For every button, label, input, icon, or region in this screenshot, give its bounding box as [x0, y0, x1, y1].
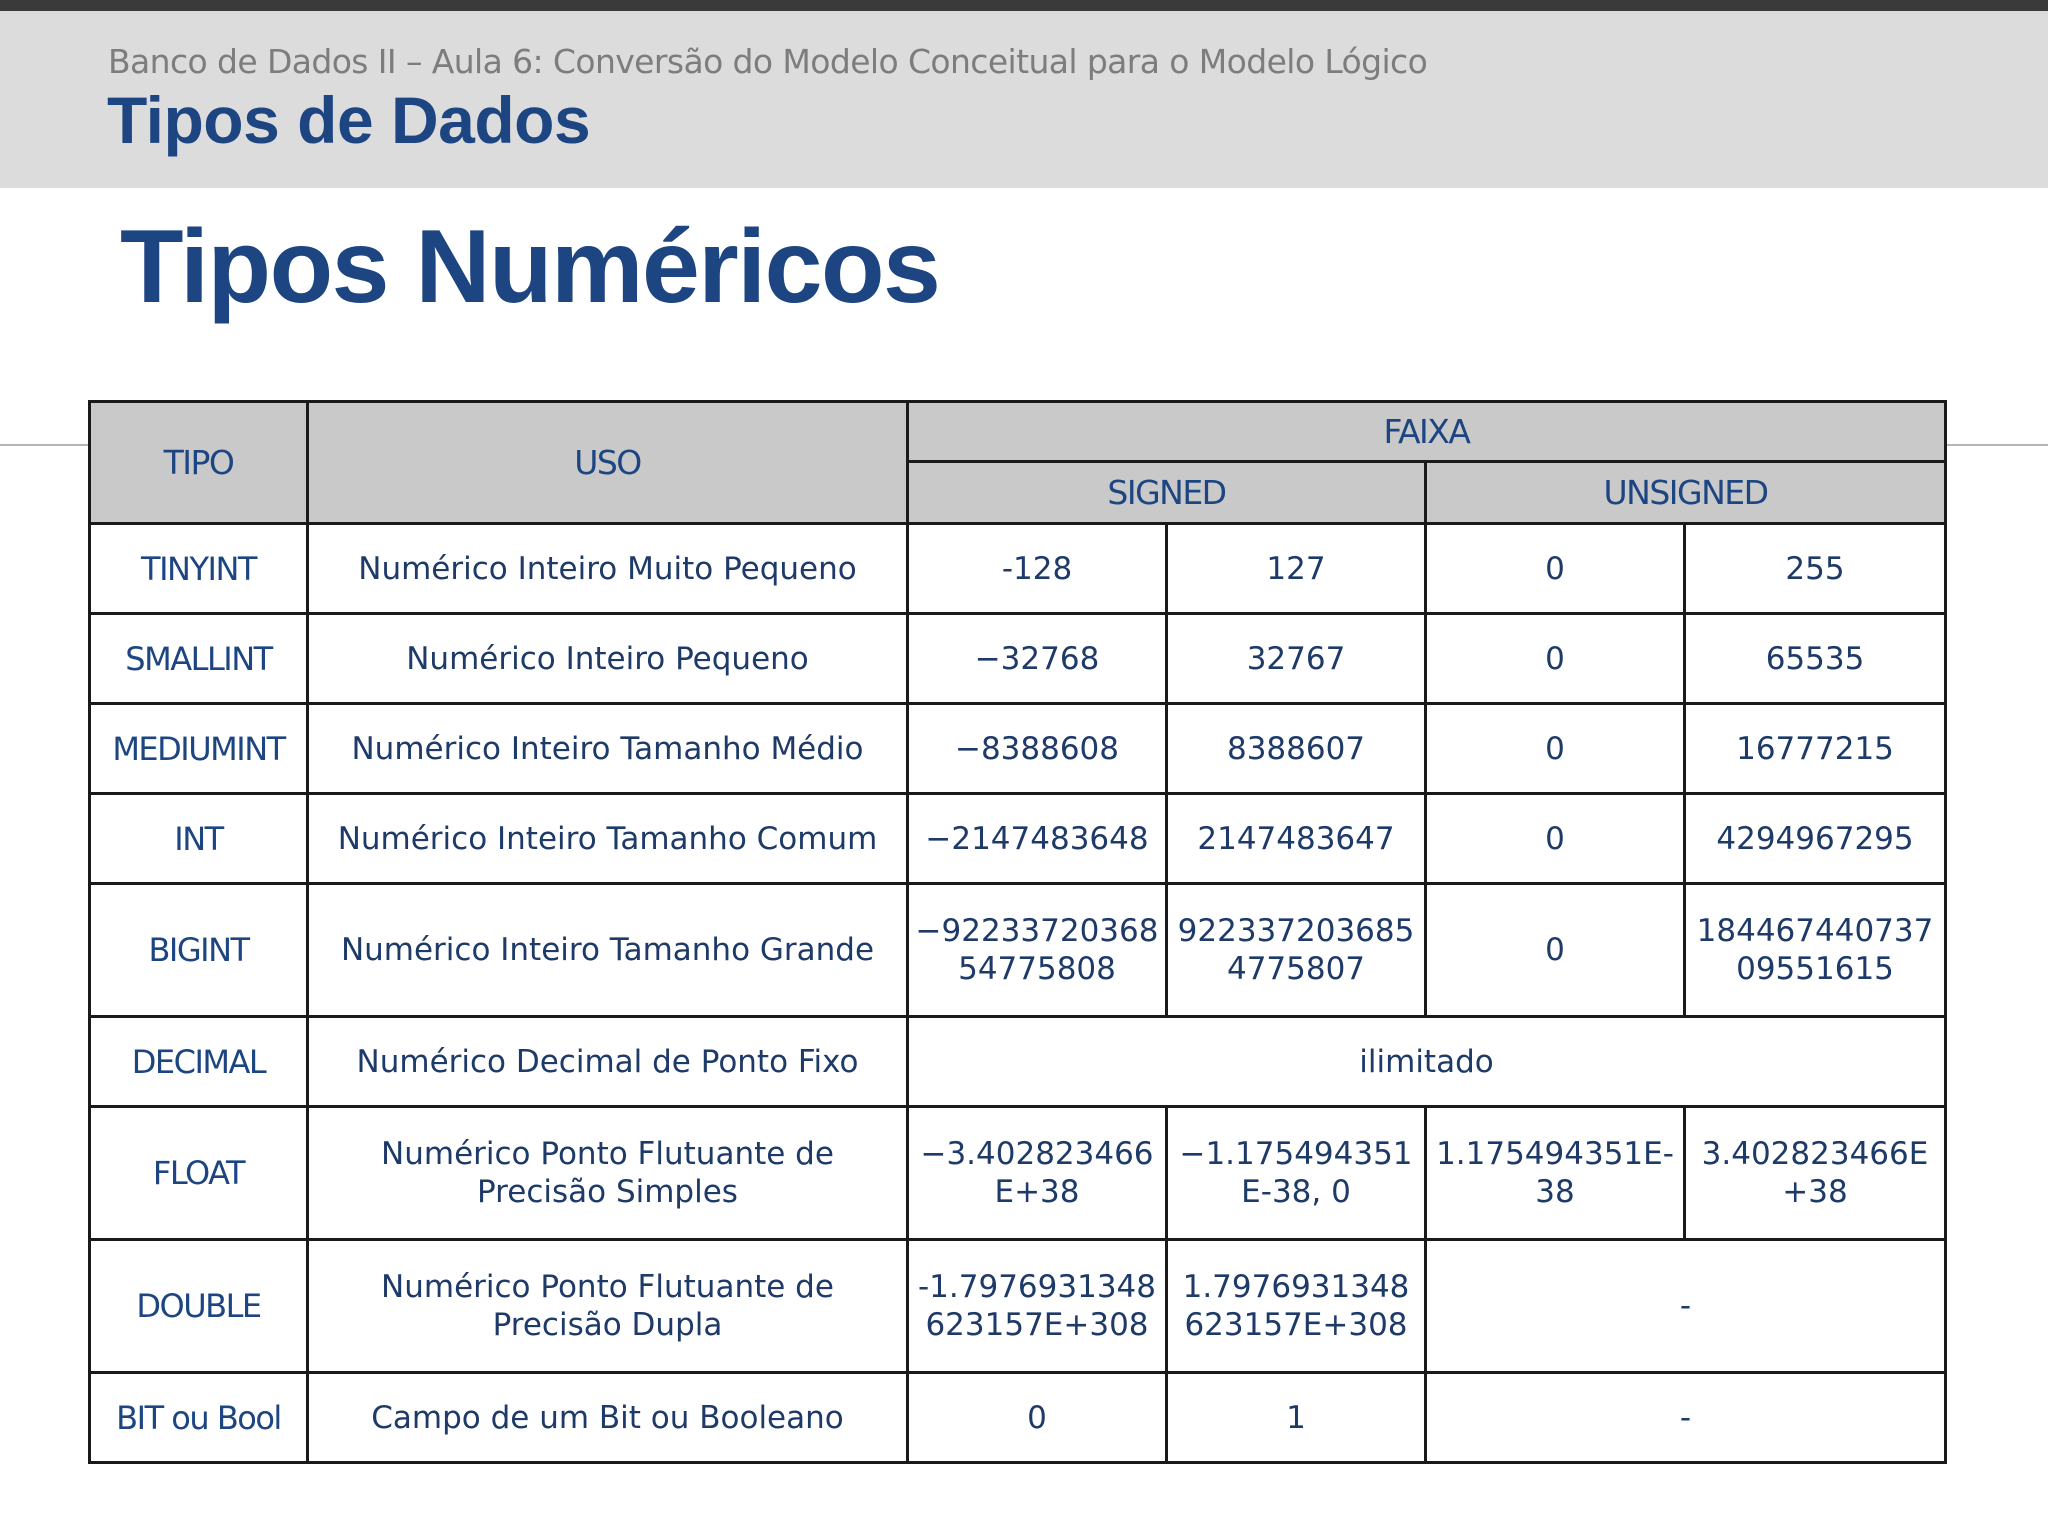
- cell-unsigned-merged: -: [1426, 1373, 1946, 1463]
- page-title: Tipos Numéricos: [120, 209, 940, 325]
- cell-uso: Numérico Ponto Flutuante de Precisão Dupla: [308, 1240, 908, 1373]
- header-signed: SIGNED: [908, 462, 1426, 524]
- cell-signed-min: −8388608: [908, 704, 1167, 794]
- cell-range-merged: ilimitado: [908, 1017, 1946, 1107]
- cell-unsigned-max: 4294967295: [1685, 794, 1946, 884]
- cell-tipo: MEDIUMINT: [90, 704, 308, 794]
- cell-signed-max: 1: [1167, 1373, 1426, 1463]
- cell-signed-min: −9223372036854775808: [908, 884, 1167, 1017]
- cell-uso: Numérico Ponto Flutuante de Precisão Simples: [308, 1107, 908, 1240]
- course-subtitle: Banco de Dados II – Aula 6: Conversão do Modelo Conceitual para o Modelo Lógico: [108, 42, 1428, 81]
- table-header-row: [90, 402, 1946, 462]
- cell-unsigned-min: 0: [1426, 704, 1685, 794]
- divider-right: [1944, 444, 2048, 446]
- cell-unsigned-max: 3.402823466E+38: [1685, 1107, 1946, 1240]
- table-row: [90, 1373, 1946, 1463]
- cell-signed-min: -128: [908, 524, 1167, 614]
- table-row: [90, 1240, 1946, 1373]
- cell-signed-max: 9223372036854775807: [1167, 884, 1426, 1017]
- cell-unsigned-max: 16777215: [1685, 704, 1946, 794]
- cell-uso: Numérico Decimal de Ponto Fixo: [308, 1017, 908, 1107]
- table-row: [90, 704, 1946, 794]
- cell-unsigned-min: 1.175494351E-38: [1426, 1107, 1685, 1240]
- header-uso: USO: [308, 402, 908, 524]
- section-title: Tipos de Dados: [107, 83, 591, 157]
- cell-signed-max: 2147483647: [1167, 794, 1426, 884]
- cell-signed-max: −1.175494351E-38, 0: [1167, 1107, 1426, 1240]
- cell-tipo: SMALLINT: [90, 614, 308, 704]
- cell-unsigned-min: 0: [1426, 524, 1685, 614]
- cell-unsigned-max: 65535: [1685, 614, 1946, 704]
- cell-signed-max: 8388607: [1167, 704, 1426, 794]
- divider-left: [0, 444, 90, 446]
- cell-tipo: DOUBLE: [90, 1240, 308, 1373]
- cell-signed-max: 127: [1167, 524, 1426, 614]
- cell-tipo: BIGINT: [90, 884, 308, 1017]
- cell-signed-max: 32767: [1167, 614, 1426, 704]
- cell-tipo: INT: [90, 794, 308, 884]
- cell-uso: Numérico Inteiro Tamanho Comum: [308, 794, 908, 884]
- cell-unsigned-max: 255: [1685, 524, 1946, 614]
- cell-unsigned-min: 0: [1426, 614, 1685, 704]
- cell-tipo: TINYINT: [90, 524, 308, 614]
- cell-signed-min: -1.7976931348623157E+308: [908, 1240, 1167, 1373]
- header-tipo: TIPO: [90, 402, 308, 524]
- cell-uso: Numérico Inteiro Muito Pequeno: [308, 524, 908, 614]
- cell-uso: Numérico Inteiro Tamanho Grande: [308, 884, 908, 1017]
- cell-uso: Numérico Inteiro Tamanho Médio: [308, 704, 908, 794]
- table-row: [90, 884, 1946, 1017]
- cell-tipo: DECIMAL: [90, 1017, 308, 1107]
- cell-tipo: FLOAT: [90, 1107, 308, 1240]
- table-row: [90, 1017, 1946, 1107]
- cell-unsigned-min: 0: [1426, 794, 1685, 884]
- table-row: [90, 794, 1946, 884]
- cell-signed-min: 0: [908, 1373, 1167, 1463]
- cell-signed-min: −32768: [908, 614, 1167, 704]
- cell-uso: Numérico Inteiro Pequeno: [308, 614, 908, 704]
- cell-unsigned-max: 18446744073709551615: [1685, 884, 1946, 1017]
- numeric-types-table: [88, 400, 1947, 1464]
- top-strip: [0, 0, 2048, 11]
- cell-unsigned-merged: -: [1426, 1240, 1946, 1373]
- cell-unsigned-min: 0: [1426, 884, 1685, 1017]
- cell-signed-max: 1.7976931348623157E+308: [1167, 1240, 1426, 1373]
- cell-signed-min: −2147483648: [908, 794, 1167, 884]
- cell-signed-min: −3.402823466E+38: [908, 1107, 1167, 1240]
- header-faixa: FAIXA: [908, 402, 1946, 462]
- header-unsigned: UNSIGNED: [1426, 462, 1946, 524]
- cell-uso: Campo de um Bit ou Booleano: [308, 1373, 908, 1463]
- table-row: [90, 1107, 1946, 1240]
- cell-tipo: BIT ou Bool: [90, 1373, 308, 1463]
- table-row: [90, 524, 1946, 614]
- table-row: [90, 614, 1946, 704]
